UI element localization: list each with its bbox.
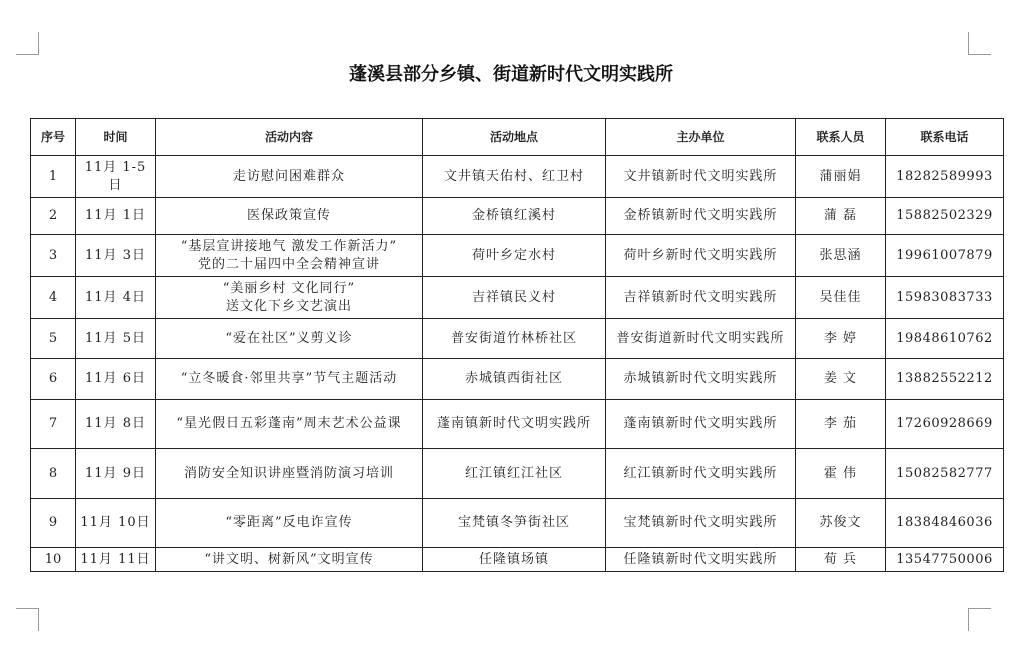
row-content: “讲文明、树新风”文明宣传 xyxy=(156,548,423,572)
row-time: 11月 6日 xyxy=(76,359,156,400)
row-location: 蓬南镇新时代文明实践所 xyxy=(423,400,606,449)
table-row xyxy=(31,449,1004,499)
row-contact: 蒲丽娟 xyxy=(796,156,886,198)
row-phone: 18384846036 xyxy=(886,499,1004,548)
row-index: 6 xyxy=(31,359,76,400)
row-content: “星光假日五彩蓬南”周末艺术公益课 xyxy=(156,400,423,449)
row-time: 11月 3日 xyxy=(76,235,156,277)
document-title: 蓬溪县部分乡镇、街道新时代文明实践所 xyxy=(349,64,673,85)
row-time: 11月 8日 xyxy=(76,400,156,449)
row-index: 4 xyxy=(31,277,76,319)
row-location: 吉祥镇民义村 xyxy=(423,277,606,319)
table-row xyxy=(31,156,1004,198)
table-row xyxy=(31,548,1004,572)
row-organizer: 金桥镇新时代文明实践所 xyxy=(606,198,796,235)
page-corner-mark xyxy=(968,32,991,55)
activity-schedule-table xyxy=(30,118,1004,572)
row-location: 荷叶乡定水村 xyxy=(423,235,606,277)
row-organizer: 文井镇新时代文明实践所 xyxy=(606,156,796,198)
row-contact: 蒲 磊 xyxy=(796,198,886,235)
row-time: 11月 1日 xyxy=(76,198,156,235)
table-row xyxy=(31,359,1004,400)
row-location: 文井镇天佑村、红卫村 xyxy=(423,156,606,198)
row-content: 走访慰问困难群众 xyxy=(156,156,423,198)
column-header-organizer: 主办单位 xyxy=(606,119,796,156)
row-time: 11月 10日 xyxy=(76,499,156,548)
row-location: 宝梵镇冬笋街社区 xyxy=(423,499,606,548)
row-organizer: 红江镇新时代文明实践所 xyxy=(606,449,796,499)
row-phone: 15983083733 xyxy=(886,277,1004,319)
page-corner-mark xyxy=(16,608,39,631)
page-corner-mark xyxy=(16,32,39,55)
row-phone: 19848610762 xyxy=(886,319,1004,359)
row-content: “零距离”反电诈宣传 xyxy=(156,499,423,548)
column-header-time: 时间 xyxy=(76,119,156,156)
column-header-location: 活动地点 xyxy=(423,119,606,156)
row-contact: 李 婷 xyxy=(796,319,886,359)
column-header-phone: 联系电话 xyxy=(886,119,1004,156)
table-row xyxy=(31,400,1004,449)
row-organizer: 普安街道新时代文明实践所 xyxy=(606,319,796,359)
row-time: 11月 1-5 日 xyxy=(76,156,156,198)
row-organizer: 任隆镇新时代文明实践所 xyxy=(606,548,796,572)
row-location: 任隆镇场镇 xyxy=(423,548,606,572)
column-header-contact: 联系人员 xyxy=(796,119,886,156)
table-header-row xyxy=(31,119,1004,156)
table-row xyxy=(31,235,1004,277)
row-index: 1 xyxy=(31,156,76,198)
row-index: 8 xyxy=(31,449,76,499)
row-index: 9 xyxy=(31,499,76,548)
row-organizer: 蓬南镇新时代文明实践所 xyxy=(606,400,796,449)
row-organizer: 赤城镇新时代文明实践所 xyxy=(606,359,796,400)
row-phone: 13882552212 xyxy=(886,359,1004,400)
row-location: 红江镇红江社区 xyxy=(423,449,606,499)
row-content: “基层宣讲接地气 激发工作新活力” 党的二十届四中全会精神宣讲 xyxy=(156,235,423,277)
row-index: 5 xyxy=(31,319,76,359)
row-index: 3 xyxy=(31,235,76,277)
row-time: 11月 4日 xyxy=(76,277,156,319)
row-location: 赤城镇西街社区 xyxy=(423,359,606,400)
row-contact: 姜 文 xyxy=(796,359,886,400)
table-row xyxy=(31,499,1004,548)
table-row xyxy=(31,277,1004,319)
row-organizer: 荷叶乡新时代文明实践所 xyxy=(606,235,796,277)
row-contact: 李 茄 xyxy=(796,400,886,449)
row-contact: 荀 兵 xyxy=(796,548,886,572)
row-index: 2 xyxy=(31,198,76,235)
row-content: 医保政策宣传 xyxy=(156,198,423,235)
row-phone: 18282589993 xyxy=(886,156,1004,198)
row-contact: 苏俊文 xyxy=(796,499,886,548)
row-phone: 15082582777 xyxy=(886,449,1004,499)
row-content: “爱在社区”义剪义诊 xyxy=(156,319,423,359)
row-organizer: 吉祥镇新时代文明实践所 xyxy=(606,277,796,319)
row-location: 普安街道竹林桥社区 xyxy=(423,319,606,359)
row-time: 11月 11日 xyxy=(76,548,156,572)
column-header-content: 活动内容 xyxy=(156,119,423,156)
row-organizer: 宝梵镇新时代文明实践所 xyxy=(606,499,796,548)
table-row xyxy=(31,319,1004,359)
row-phone: 13547750006 xyxy=(886,548,1004,572)
row-index: 10 xyxy=(31,548,76,572)
row-time: 11月 9日 xyxy=(76,449,156,499)
row-content: 消防安全知识讲座暨消防演习培训 xyxy=(156,449,423,499)
row-phone: 19961007879 xyxy=(886,235,1004,277)
row-content: “美丽乡村 文化同行” 送文化下乡文艺演出 xyxy=(156,277,423,319)
row-phone: 17260928669 xyxy=(886,400,1004,449)
row-contact: 张思涵 xyxy=(796,235,886,277)
row-index: 7 xyxy=(31,400,76,449)
row-time: 11月 5日 xyxy=(76,319,156,359)
row-contact: 吴佳佳 xyxy=(796,277,886,319)
column-header-index: 序号 xyxy=(31,119,76,156)
page-corner-mark xyxy=(968,608,991,631)
row-content: “立冬暖食·邻里共享”节气主题活动 xyxy=(156,359,423,400)
row-location: 金桥镇红溪村 xyxy=(423,198,606,235)
row-contact: 霍 伟 xyxy=(796,449,886,499)
table-row xyxy=(31,198,1004,235)
row-phone: 15882502329 xyxy=(886,198,1004,235)
